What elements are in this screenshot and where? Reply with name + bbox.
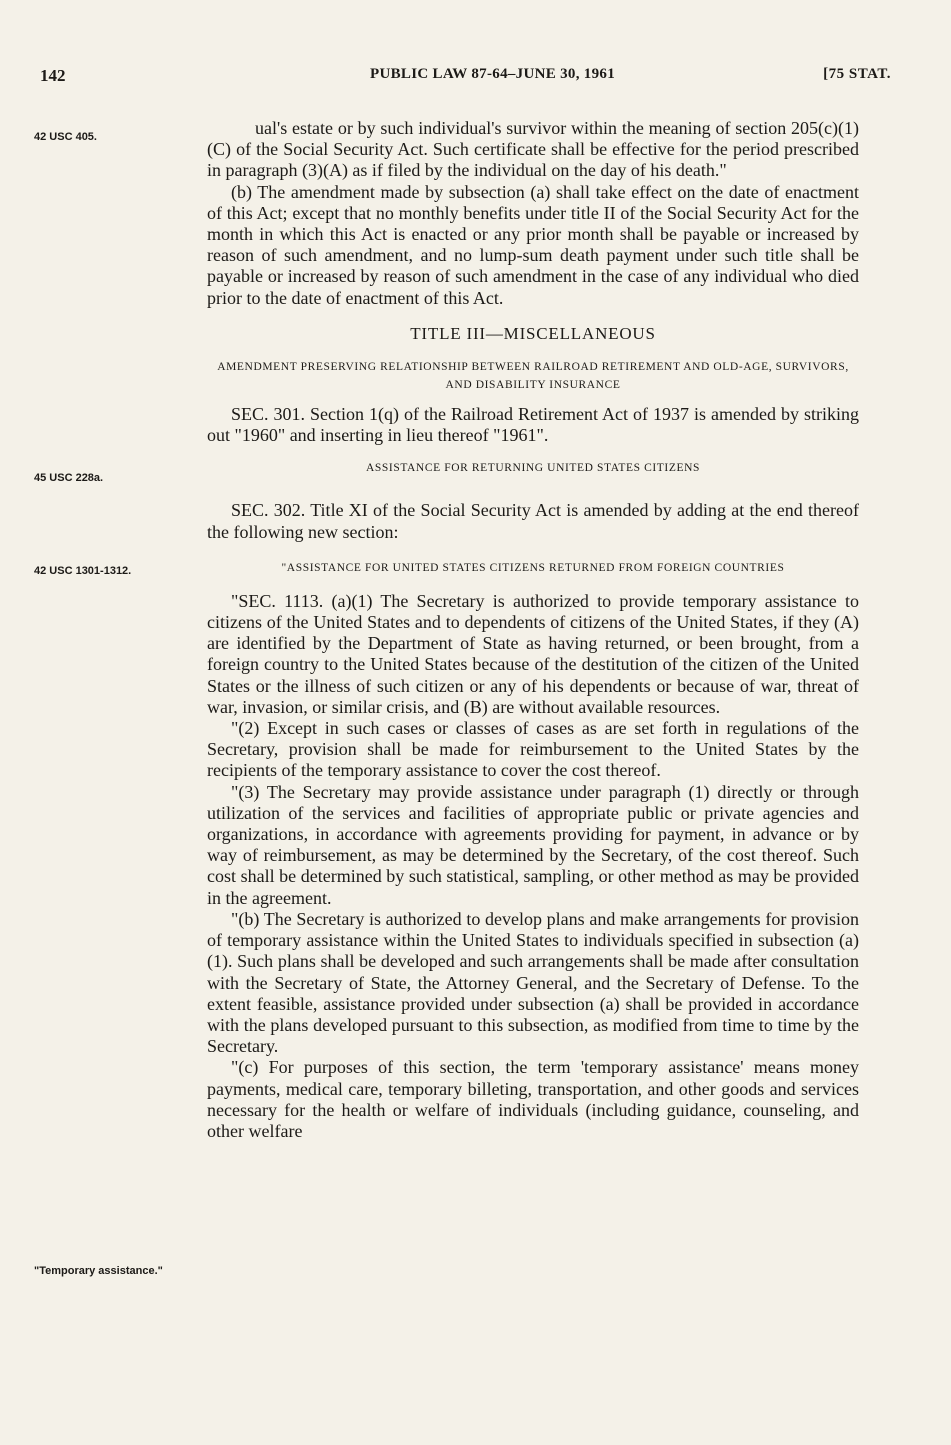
section-301: SEC. 301. Section 1(q) of the Railroad Retirement Act of 1937 is amended by striking out "1960" and inserting in lieu thereof "1961". xyxy=(207,404,859,446)
section-1113-a3: "(3) The Secretary may provide assistance under paragraph (1) directly or through utilization of the services and facilities of appropriate public or private agencies and organizations, in accordance with agreements providing for payment, in advance or by way of reimbursement, as may be determined by the Secretary, of the cost thereof. Such cost shall be determined by such statistical, sampling, or other method as may be provided in the agreement. xyxy=(207,781,859,908)
section-heading-1113: "ASSISTANCE FOR UNITED STATES CITIZENS RETURNED FROM FOREIGN COUNTRIES xyxy=(281,561,785,574)
paragraph-subsection-b: (b) The amendment made by subsection (a) shall take effect on the date of enactment of this Act; except that no monthly benefits under title II of the Social Security Act for the month in which this Act is enacted or any prior month shall be payable or increased by reason of such amendment, and no lump-sum death payment under such title shall be payable or increased by reason of such amendment in the case of any individual who died prior to the date of enactment of this Act. xyxy=(207,181,859,308)
margin-note-42usc1301: 42 USC 1301-1312. xyxy=(34,565,132,577)
section-heading-301: AMENDMENT PRESERVING RELATIONSHIP BETWEEN RAILROAD RETIREMENT AND OLD-AGE, SURVIVORS, AND DISABILITY INSURANCE xyxy=(217,361,849,392)
margin-note-temporary-assistance: "Temporary assistance." xyxy=(34,1265,163,1277)
header-statute: [75 STAT. xyxy=(823,66,891,82)
paragraph-continuation: ual's estate or by such individual's survivor within the meaning of section 205(c)(1)(C) of the Social Security Act. Such certificate shall be effective for the period prescribed in paragraph (3)(A) as if filed by the individual on the day of his death." xyxy=(207,118,859,181)
page-number: 142 xyxy=(40,66,66,85)
margin-note-45usc228a: 45 USC 228a. xyxy=(34,472,104,484)
margin-note-42usc405: 42 USC 405. xyxy=(34,131,97,143)
running-header xyxy=(40,66,891,90)
section-1113-a2: "(2) Except in such cases or classes of cases as are set forth in regulations of the Secretary, provision shall be made for reimbursement to the United States by the recipients of the temporary assistance to cover the cost thereof. xyxy=(207,718,859,781)
section-302: SEC. 302. Title XI of the Social Security Act is amended by adding at the end thereof the following new section: xyxy=(207,500,859,542)
body-text xyxy=(207,118,859,1142)
header-title: PUBLIC LAW 87-64–JUNE 30, 1961 xyxy=(370,66,615,82)
section-1113-c: "(c) For purposes of this section, the term 'temporary assistance' means money payments, medical care, temporary billeting, transportation, and other goods and services necessary for the health or welfare of individuals (including guidance, counseling, and other welfare xyxy=(207,1057,859,1141)
title-heading: TITLE III—MISCELLANEOUS xyxy=(410,323,656,343)
section-1113-b: "(b) The Secretary is authorized to develop plans and make arrangements for provision of temporary assistance within the United States to individuals specified in subsection (a)(1). Such plans shall be developed and such arrangements shall be made after consultation with the Secretary of State, the Attorney General, and the Secretary of Defense. To the extent feasible, assistance provided under subsection (a) shall be provided in accordance with the plans developed pursuant to this subsection, as modified from time to time by the Secretary. xyxy=(207,908,859,1057)
section-1113-a1: "SEC. 1113. (a)(1) The Secretary is authorized to provide temporary assistance to citizens of the United States and to dependents of citizens of the United States, if they (A) are identified by the Department of State as having returned, or been brought, from a foreign country to the United States because of the destitution of the citizen of the United States or the illness of such citizen or any of his dependents or because of war, threat of war, invasion, or similar crisis, and (B) are without available resources. xyxy=(207,590,859,717)
section-heading-302: ASSISTANCE FOR RETURNING UNITED STATES CITIZENS xyxy=(366,462,700,475)
